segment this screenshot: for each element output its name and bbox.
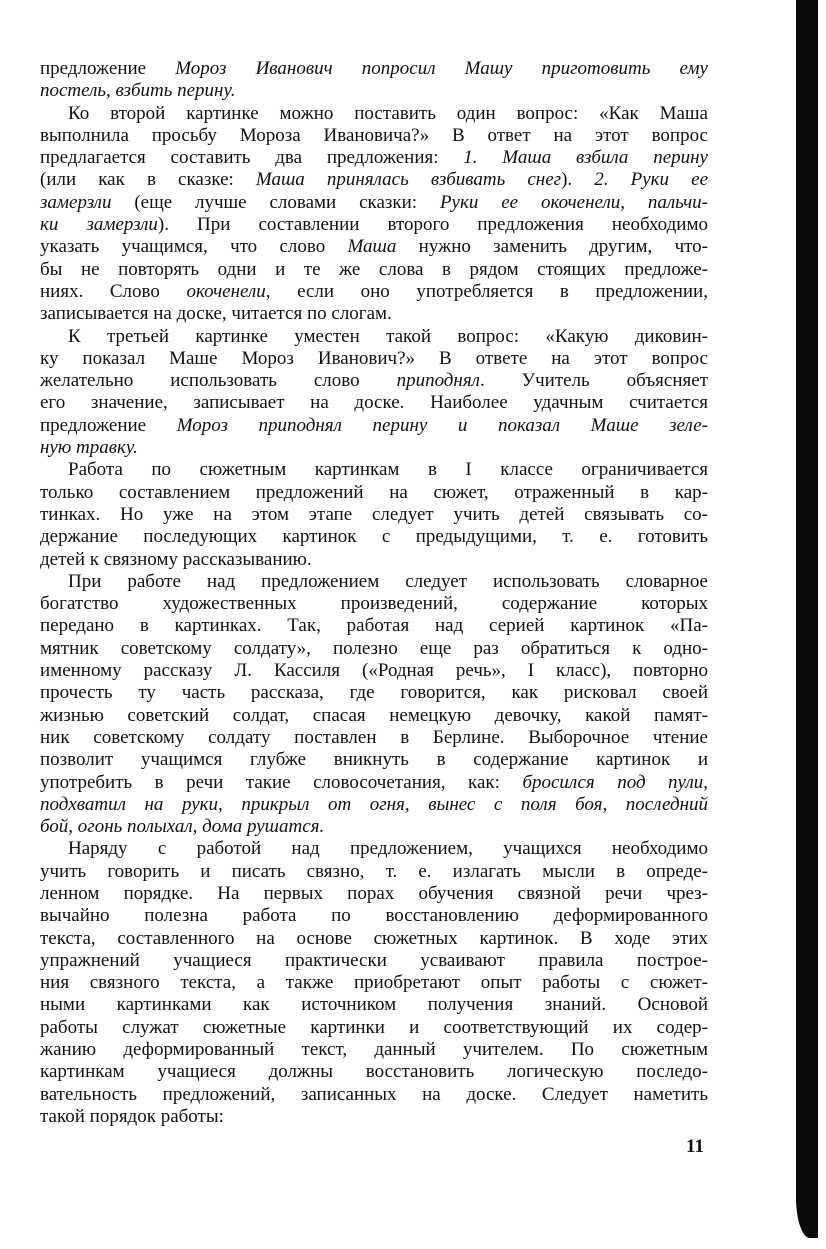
text: выполнила просьбу Мороза Ивановича?» В ответ на этот вопрос — [40, 124, 708, 146]
text-line — [40, 994, 708, 1016]
text-line — [40, 281, 708, 303]
text-line — [40, 638, 708, 660]
text-line — [40, 504, 708, 526]
text-line — [40, 103, 708, 125]
text: его значение, записывает на доске. Наиболее удачным считается — [40, 392, 708, 414]
scan-edge-shadow — [796, 0, 818, 1238]
text-line — [40, 437, 708, 459]
text-line — [40, 370, 708, 392]
text: предложение — [40, 414, 177, 436]
italic-text: бросился под пули, — [522, 771, 709, 793]
text: К третьей картинке уместен такой вопрос: «Какую диковин- — [68, 325, 708, 347]
text: мятник советскому солдату», полезно еще раз обратиться к одно- — [40, 637, 708, 659]
text-line — [40, 236, 708, 258]
text: передано в картинках. Так, работая над серией картинок «Па- — [40, 615, 708, 637]
text-line — [40, 482, 708, 504]
paragraph — [40, 838, 708, 1128]
text: такой порядок работы: — [40, 1105, 224, 1127]
italic-text: 1. Маша взбила перину — [463, 147, 708, 169]
text-line — [40, 1017, 708, 1039]
text-line — [40, 615, 708, 637]
text: (или как в сказке: — [40, 169, 256, 191]
paragraph — [40, 571, 708, 839]
text-line — [40, 794, 708, 816]
text-line — [40, 459, 708, 481]
text-line — [40, 772, 708, 794]
text-line — [40, 125, 708, 147]
text: предлагается составить два предложения: — [40, 147, 464, 169]
text: вательность предложений, записанных на доске. Следует наметить — [40, 1083, 708, 1105]
text-line — [40, 348, 708, 370]
text: ку показал Маше Мороз Иванович?» В ответе на этот вопрос — [40, 347, 708, 369]
text-line — [40, 415, 708, 437]
text-line — [40, 1084, 708, 1106]
text: ). При составлении второго предложения необходимо — [157, 214, 708, 236]
page-body-text — [40, 58, 708, 1128]
text-line — [40, 147, 708, 169]
text: прочесть ту часть рассказа, где говорится, как рисковал своей — [40, 682, 708, 704]
text: При работе над предложением следует использовать словарное — [68, 570, 708, 592]
text-line — [40, 259, 708, 281]
text: Наряду с работой над предложением, учащихся необходимо — [68, 838, 708, 860]
text-line — [40, 571, 708, 593]
text-line — [40, 705, 708, 727]
text-line — [40, 928, 708, 950]
text: учить говорить и писать связно, т. е. излагать мысли в опреде- — [40, 860, 708, 882]
text-line — [40, 593, 708, 615]
text: детей к связному рассказыванию. — [40, 548, 312, 570]
italic-text: приподнял — [396, 370, 480, 392]
text: держание последующих картинок с предыдущими, т. е. готовить — [40, 526, 708, 548]
text: жизнью советский солдат, спасая немецкую девочку, какой памят- — [40, 704, 708, 726]
text-line — [40, 972, 708, 994]
text: ными картинками как источником получения знаний. Основой — [40, 994, 708, 1016]
text: ниях. Слово — [40, 280, 187, 302]
text: текста, составленного на основе сюжетных картинок. В ходе этих — [40, 927, 708, 949]
italic-text: постель, взбить перину. — [40, 80, 236, 102]
text: указать учащимся, что слово — [40, 236, 348, 258]
text: именному рассказу Л. Кассиля («Родная речь», I класс), повторно — [40, 660, 708, 682]
text: картинкам учащиеся должны восстановить логическую последо- — [40, 1061, 708, 1083]
italic-text: Маша — [347, 236, 397, 258]
text-line — [40, 861, 708, 883]
text-line — [40, 682, 708, 704]
italic-text: замерзли — [40, 191, 112, 213]
text-line — [40, 303, 708, 325]
text: (еще лучше словами сказки: — [111, 191, 440, 213]
text: богатство художественных произведений, содержание которых — [40, 593, 708, 615]
text: жанию деформированный текст, данный учителем. По сюжетным — [40, 1039, 708, 1061]
paragraph — [40, 326, 708, 460]
text: вычайно полезна работа по восстановлению деформированного — [40, 905, 708, 927]
text-line — [40, 905, 708, 927]
italic-text: ки замерзли — [40, 214, 158, 236]
text: предложение — [40, 58, 176, 79]
text: . Учитель объясняет — [479, 370, 708, 392]
text: позволит учащимся глубже вникнуть в содержание картинок и — [40, 749, 708, 771]
text-line — [40, 883, 708, 905]
text: ник советскому солдату поставлен в Берлине. Выборочное чтение — [40, 726, 708, 748]
italic-text: окоченели — [186, 280, 266, 302]
text: употребить в речи такие словосочетания, как: — [40, 771, 523, 793]
text-line — [40, 326, 708, 348]
text: бы не повторять одни и те же слова в рядом стоящих предложе- — [40, 258, 708, 280]
text-line — [40, 80, 708, 102]
italic-text: Мороз приподнял перину и показал Маше зеле- — [176, 414, 708, 436]
text: нужно заменить другим, что- — [396, 236, 709, 258]
text-line — [40, 838, 708, 860]
italic-text: ную травку. — [40, 437, 138, 459]
italic-text: Руки ее окоченели, пальчи- — [439, 191, 708, 213]
italic-text: Мороз Иванович попросил Машу приготовить ему — [175, 58, 708, 79]
text-line — [40, 58, 708, 80]
text: ленном порядке. На первых порах обучения связной речи чрез- — [40, 882, 708, 904]
text: работы служат сюжетные картинки и соответствующий их содер- — [40, 1016, 708, 1038]
text: Ко второй картинке можно поставить один вопрос: «Как Маша — [68, 102, 708, 124]
text-line — [40, 549, 708, 571]
italic-text: Маша принялась взбивать снег — [255, 169, 562, 191]
italic-text: подхватил на руки, прикрыл от огня, вынес с поля боя, последний — [40, 793, 708, 815]
text-line — [40, 816, 708, 838]
paragraph — [40, 58, 708, 103]
text: желательно использовать слово — [40, 370, 397, 392]
text-line — [40, 392, 708, 414]
text-line — [40, 192, 708, 214]
text-line — [40, 727, 708, 749]
text-line — [40, 1039, 708, 1061]
text: ). — [561, 169, 595, 191]
text-line — [40, 169, 708, 191]
text: только составлением предложений на сюжет, отраженный в кар- — [40, 481, 708, 503]
text-line — [40, 660, 708, 682]
text-line — [40, 749, 708, 771]
text-line — [40, 1061, 708, 1083]
paragraph — [40, 103, 708, 326]
text: , если оно употребляется в предложении, — [265, 280, 708, 302]
text-line — [40, 1106, 708, 1128]
text: записывается на доске, читается по слогам. — [40, 303, 392, 325]
text: Работа по сюжетным картинкам в I классе ограничивается — [68, 459, 708, 481]
page-number: 11 — [686, 1136, 704, 1157]
text-line — [40, 950, 708, 972]
paragraph — [40, 459, 708, 570]
text: тинках. Но уже на этом этапе следует учить детей связывать со- — [40, 503, 708, 525]
text: ния связного текста, а также приобретают опыт работы с сюжет- — [40, 972, 708, 994]
italic-text: 2. Руки ее — [594, 169, 708, 191]
italic-text: бой, огонь полыхал, дома рушатся. — [40, 816, 325, 838]
text: упражнений учащиеся практически усваивают правила построе- — [40, 949, 708, 971]
text-line — [40, 526, 708, 548]
text-line — [40, 214, 708, 236]
